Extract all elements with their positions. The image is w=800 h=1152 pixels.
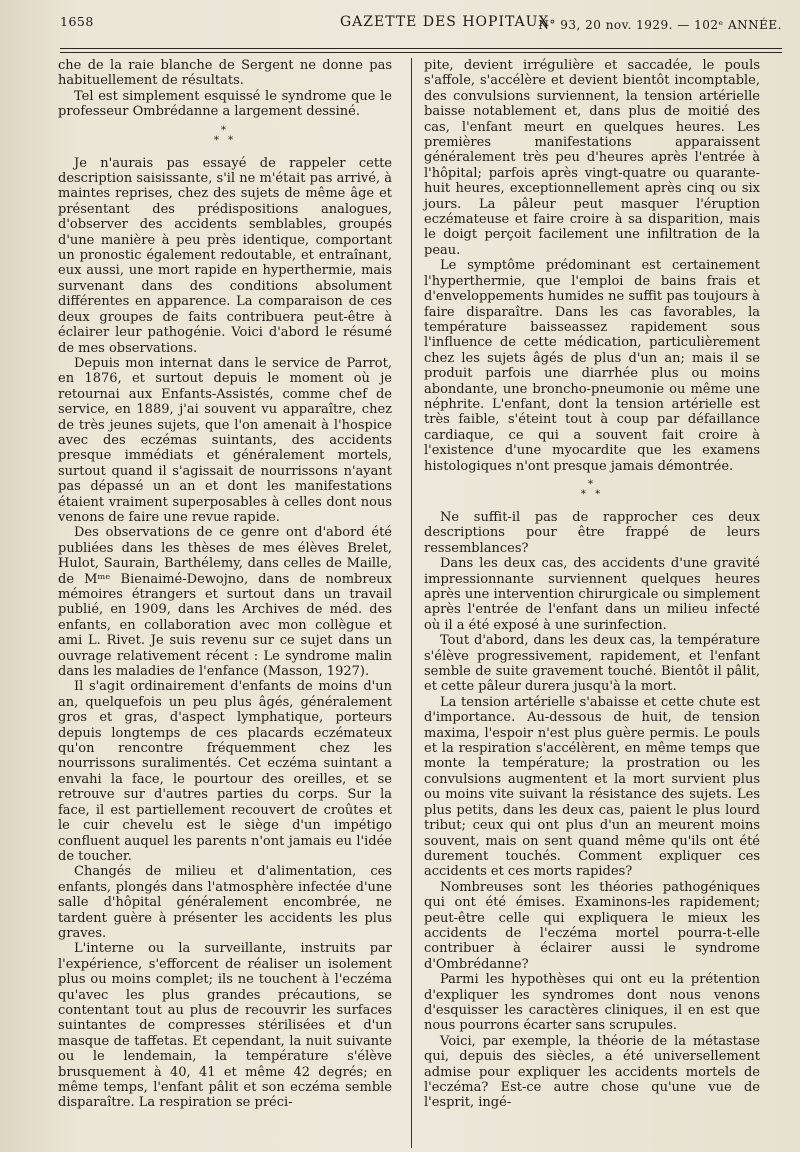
page-header <box>60 14 782 38</box>
paragraph: Voici, par exemple, la théorie de la métastase qui, depuis des siècles, a été universellement admise pour expliquer les accidents mortels de l'eczéma? Est-ce autre chose qu'une vue de l'esprit, ingé- <box>424 1033 760 1111</box>
paragraph: Il s'agit ordinairement d'enfants de moins d'un an, quelquefois un peu plus âgés, généralement gros et gras, d'aspect lymphatique, porteurs depuis longtemps de ces placards eczémateux qu'on rencontre fréquemment chez les nourrissons suralimentés. Cet eczéma suintant a envahi la face, le pourtour des oreilles, et se retrouve sur d'autres parties du corps. Sur la face, il est partiellement recouvert de croûtes et le cuir chevelu est le siège d'un impétigo confluent auquel les parents n'ont jamais eu l'idée de toucher. <box>58 679 392 864</box>
header-rule <box>60 48 782 49</box>
paragraph: Ne suffit-il pas de rapprocher ces deux descriptions pour être frappé de leurs ressemblances? <box>424 509 760 556</box>
header-rule-thin <box>60 52 782 53</box>
paragraph: Tel est simplement esquissé le syndrome que le professeur Ombrédanne a largement dessiné. <box>58 88 392 120</box>
left-column <box>58 58 392 1111</box>
paragraph: Changés de milieu et d'alimentation, ces enfants, plongés dans l'atmosphère infectée d'une salle d'hôpital généralement encombrée, ne tardent guère à présenter les accidents les plus graves. <box>58 864 392 941</box>
paragraph: Tout d'abord, dans les deux cas, la température s'élève progressivement, rapidement, et l'enfant semble de suite gravement touché. Bientôt il pâlit, et cette pâleur durera jusqu'à la mort. <box>424 633 760 695</box>
section-separator: * * * <box>580 478 604 500</box>
issue-info: N° 93, 20 nov. 1929. — 102ᵉ ANNÉE. <box>538 18 782 32</box>
page-number: 1658 <box>60 14 94 29</box>
paragraph: Parmi les hypothèses qui ont eu la prétention d'expliquer les syndromes dont nous venons d'esquisser les caractères cliniques, il en est que nous pourrons écarter sans scrupules. <box>424 972 760 1034</box>
paragraph: Des observations de ce genre ont d'abord été publiées dans les thèses de mes élèves Brelet, Hulot, Saurain, Barthélemy, dans celles de Maille, de Mᵐᵉ Bienaimé-Dewojno, dans de nombreux mémoires étrangers et surtout dans un travail publié, en 1909, dans les Archives de méd. des enfants, en collaboration avec mon collègue et ami L. Rivet. Je suis revenu sur ce sujet dans un ouvrage relativement récent : Le syndrome malin dans les maladies de l'enfance (Masson, 1927). <box>58 525 392 680</box>
journal-title: GAZETTE DES HOPITAUX <box>340 14 550 30</box>
paragraph: L'interne ou la surveillante, instruits par l'expérience, s'efforcent de réaliser un isolement plus ou moins complet; ils ne touchent à l'eczéma qu'avec les plus grandes précautions, se contentant tout au plus de recouvrir les surfaces suintantes de compresses stérilisées et d'un masque de taffetas. Et cependant, la nuit suivante ou le lendemain, la température s'élève brusquement à 40, 41 et même 42 degrés; en même temps, l'enfant pâlit et son eczéma semble disparaître. La respiration se préci- <box>58 941 392 1111</box>
paragraph: Je n'aurais pas essayé de rappeler cette description saisissante, s'il ne m'était pas arrivé, à maintes reprises, chez des sujets de même âge et présentant des prédispositions analogues, d'observer des accidents semblables, groupés d'une manière à peu près identique, comportant un pronostic également redoutable, et entraînant, eux aussi, une mort rapide en hyperthermie, mais survenant dans des conditions absolument différentes en apparence. La comparaison de ces deux groupes de faits contribuera peut-être à éclairer leur pathogénie. Voici d'abord le résumé de mes observations. <box>58 155 392 356</box>
paragraph: La tension artérielle s'abaisse et cette chute est d'importance. Au-dessous de huit, de tension maxima, l'espoir n'est plus guère permis. Le pouls et la respiration s'accélèrent, en même temps que monte la température; la prostration ou les convulsions augmentent et la mort survient plus ou moins vite suivant la résistance des sujets. Les plus petits, dans les deux cas, paient le plus lourd tribut; ceux qui ont plus d'un an meurent moins souvent, mais on sent quand même qu'ils ont été durement touchés. Comment expliquer ces accidents et ces morts rapides? <box>424 694 760 880</box>
section-separator: * * * <box>213 124 237 146</box>
right-column <box>424 58 760 1111</box>
column-divider <box>411 58 412 1148</box>
paragraph: Nombreuses sont les théories pathogéniques qui ont été émises. Examinons-les rapidement; peut-être celle qui expliquera le mieux les accidents de l'eczéma mortel pourra-t-elle contribuer à éclairer aussi le syndrome d'Ombrédanne? <box>424 879 760 972</box>
paragraph: pite, devient irrégulière et saccadée, le pouls s'affole, s'accélère et devient bientôt incomptable, des convulsions surviennent, la tension artérielle baisse notablement et, dans plus de moitié des cas, l'enfant meurt en quelques heures. Les premières manifestations apparaissent généralement très peu d'heures après l'entrée à l'hôpital; parfois après vingt-quatre ou quarante-huit heures, exceptionnellement après cinq ou six jours. La pâleur peut masquer l'éruption eczémateuse et faire croire à sa disparition, mais le doigt perçoit facilement une infiltration de la peau. <box>424 58 760 258</box>
paragraph: Dans les deux cas, des accidents d'une gravité impressionnante surviennent quelques heures après une intervention chirurgicale ou simplement après l'entrée de l'enfant dans un milieu infecté où il a été exposé à une surinfection. <box>424 556 760 633</box>
paragraph: che de la raie blanche de Sergent ne donne pas habituellement de résultats. <box>58 58 392 89</box>
paragraph: Depuis mon internat dans le service de Parrot, en 1876, et surtout depuis le moment où je retournai aux Enfants-Assistés, comme chef de service, en 1889, j'ai souvent vu apparaître, chez de très jeunes sujets, que l'on amenait à l'hospice avec des eczémas suintants, des accidents presque immédiats et généralement mortels, surtout quand il s'agissait de nourrissons n'ayant pas dépassé un an et dont les manifestations étaient vraiment superposables à celles dont nous venons de faire une revue rapide. <box>58 355 392 525</box>
paragraph: Le symptôme prédominant est certainement l'hyperthermie, que l'emploi de bains frais et d'enveloppements humides ne suffit pas toujours à faire disparaître. Dans les cas favorables, la température baisseassez rapidement sous l'influence de cette médication, particulièrement chez les sujets âgés de plus d'un an; mais il se produit parfois une diarrhée plus ou moins abondante, une broncho-pneumonie ou même une néphrite. L'enfant, dont la tension artérielle est très faible, s'éteint tout à coup par défaillance cardiaque, ce qui a souvent fait croire à l'existence d'une myocardite que les examens histologiques n'ont presque jamais démontrée. <box>424 258 760 474</box>
